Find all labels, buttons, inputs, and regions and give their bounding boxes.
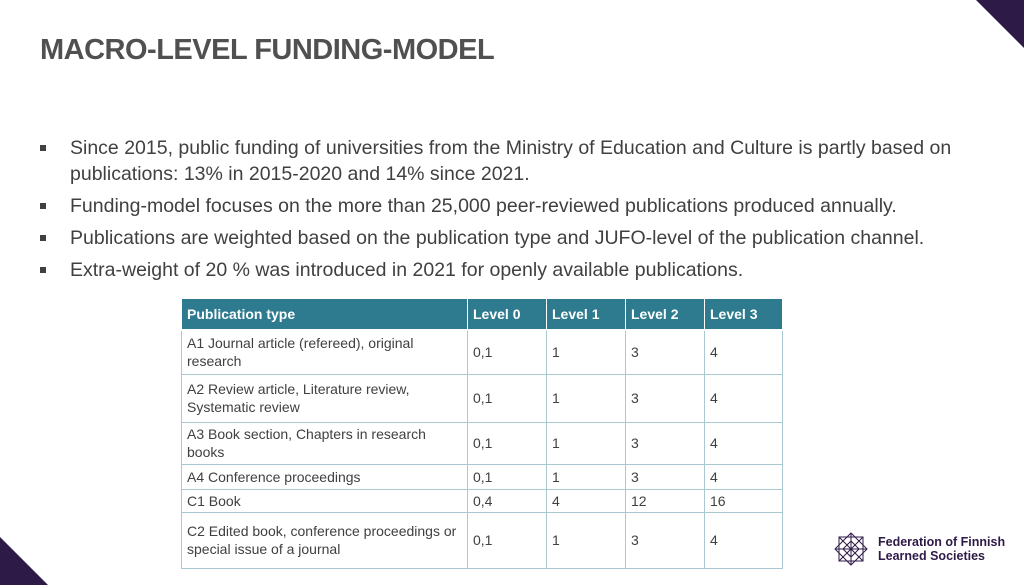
table-cell: C2 Edited book, conference proceedings or special issue of a journal [182, 512, 468, 568]
table-cell: A3 Book section, Chapters in research books [182, 422, 468, 464]
table-row [182, 422, 783, 464]
bullet-item: Funding-model focuses on the more than 25,000 peer-reviewed publications produced annually. [40, 193, 980, 219]
table-cell: 3 [626, 464, 705, 489]
geometric-star-icon [834, 532, 868, 566]
bullet-icon [40, 145, 46, 151]
table-cell: 3 [626, 330, 705, 374]
table-cell: 0,1 [468, 512, 547, 568]
table-cell: 3 [626, 512, 705, 568]
table-cell: A2 Review article, Literature review, Systematic review [182, 374, 468, 422]
table-cell: C1 Book [182, 489, 468, 512]
table-cell: 0,4 [468, 489, 547, 512]
logo-text [878, 535, 1005, 563]
table-cell: 1 [547, 464, 626, 489]
table-cell: 0,1 [468, 330, 547, 374]
table-header-row [182, 299, 783, 331]
table-cell: 4 [705, 422, 783, 464]
bullet-item: Publications are weighted based on the publication type and JUFO-level of the publication channel. [40, 225, 980, 251]
table-cell: 4 [705, 464, 783, 489]
page-number: 9 [39, 550, 45, 560]
organization-logo [834, 532, 1005, 566]
table-header-cell: Level 1 [547, 299, 626, 331]
table-cell: 0,1 [468, 464, 547, 489]
logo-line-1: Federation of Finnish [878, 535, 1006, 549]
table-cell: 16 [705, 489, 783, 512]
table-cell: 1 [547, 422, 626, 464]
table-cell: 4 [705, 374, 783, 422]
bullet-icon [40, 267, 46, 273]
corner-decoration-top-right [976, 0, 1024, 48]
table-row [182, 330, 783, 374]
bullet-icon [40, 235, 46, 241]
table-cell: 3 [626, 374, 705, 422]
table-row [182, 512, 783, 568]
bullet-icon [40, 203, 46, 209]
bullet-list [40, 135, 980, 289]
table-cell: 1 [547, 374, 626, 422]
table-header-cell: Level 3 [705, 299, 783, 331]
table-cell: 0,1 [468, 422, 547, 464]
table-cell: 12 [626, 489, 705, 512]
table-header-cell: Level 2 [626, 299, 705, 331]
logo-line-2: Learned Societies [878, 549, 985, 563]
corner-decoration-bottom-left [0, 537, 48, 585]
bullet-item: Since 2015, public funding of universities from the Ministry of Education and Culture is partly based on publications: 13% in 2015-2020 and 14% since 2021. [40, 135, 980, 187]
table-row [182, 374, 783, 422]
table-cell: A1 Journal article (refereed), original research [182, 330, 468, 374]
table-cell: 1 [547, 512, 626, 568]
funding-weights-table [181, 298, 783, 569]
table-cell: 1 [547, 330, 626, 374]
table-header-cell: Level 0 [468, 299, 547, 331]
table-cell: 4 [705, 330, 783, 374]
bullet-item: Extra-weight of 20 % was introduced in 2021 for openly available publications. [40, 257, 980, 283]
table-cell: 4 [705, 512, 783, 568]
table-header-cell: Publication type [182, 299, 468, 331]
table-cell: A4 Conference proceedings [182, 464, 468, 489]
table-row [182, 464, 783, 489]
table-cell: 3 [626, 422, 705, 464]
table-cell: 0,1 [468, 374, 547, 422]
table-cell: 4 [547, 489, 626, 512]
slide-title: MACRO-LEVEL FUNDING-MODEL [40, 34, 495, 66]
table-row [182, 489, 783, 512]
